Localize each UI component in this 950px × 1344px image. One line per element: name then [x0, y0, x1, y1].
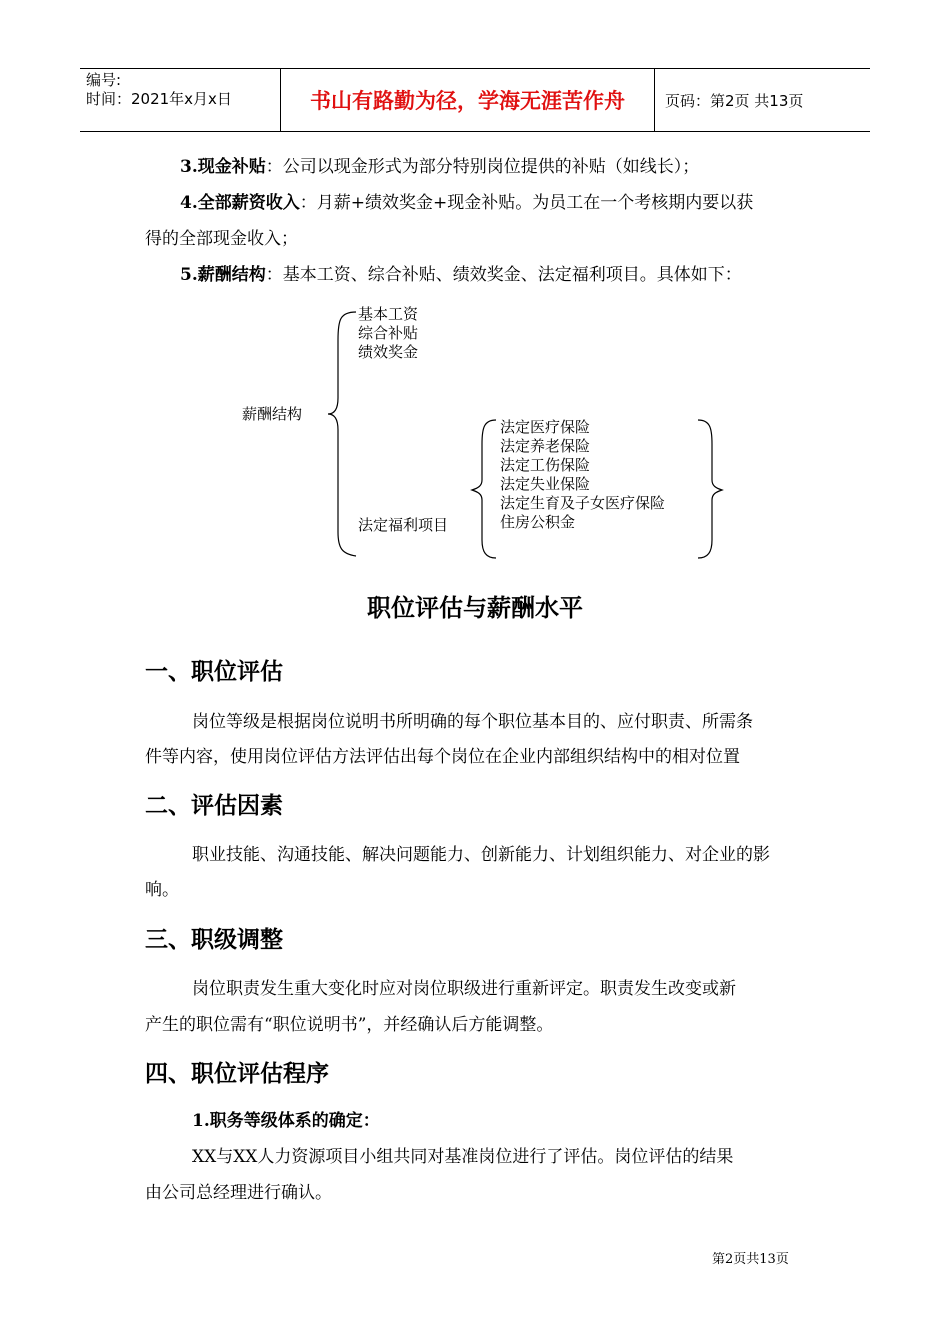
diagram-group2-label: 法定福利项目 [358, 516, 449, 534]
section-title: 职位评估与薪酬水平 [367, 594, 583, 622]
diagram-brackets [0, 0, 950, 600]
definition-term: 3.现金补贴 [180, 157, 266, 177]
header-motto: 书山有路勤为径，学海无涯苦作舟 [281, 69, 655, 131]
number-label: 编号: [86, 71, 122, 89]
outer-brace [328, 312, 356, 556]
paragraph-line: XX与XX人力资源项目小组共同对基准岗位进行了评估。岗位评估的结果 [192, 1147, 734, 1167]
diagram-group2-item: 法定失业保险 [500, 475, 591, 493]
section-heading: 一、职位评估 [145, 659, 283, 685]
definition-item-4-continued: 得的全部现金收入； [145, 229, 298, 249]
section-heading: 三、职级调整 [145, 927, 283, 953]
paragraph-line: 岗位职责发生重大变化时应对岗位职级进行重新评定。职责发生改变或新 [192, 979, 736, 999]
diagram-group2-item: 法定工伤保险 [500, 456, 591, 474]
subheading: 1.职务等级体系的确定： [192, 1111, 380, 1131]
definition-text: ：公司以现金形式为部分特别岗位提供的补贴（如线长）； [265, 157, 700, 177]
inner-brace-right [698, 420, 722, 558]
paragraph-line: 职业技能、沟通技能、解决问题能力、创新能力、计划组织能力、对企业的影 [192, 845, 770, 865]
time-label: 时间：2021年x月x日 [86, 90, 232, 108]
definition-text: ：月薪+绩效奖金+现金补贴。为员工在一个考核期内要以获 [299, 193, 754, 213]
section-heading: 二、评估因素 [145, 793, 283, 819]
definition-text: ：基本工资、综合补贴、绩效奖金、法定福利项目。具体如下： [265, 265, 742, 285]
header-page-info: 页码：第2页 共13页 [665, 91, 804, 110]
diagram-group2-item: 住房公积金 [500, 513, 576, 531]
paragraph-line: 由公司总经理进行确认。 [145, 1183, 332, 1203]
definition-term: 4.全部薪资收入 [180, 193, 300, 213]
section-heading: 四、职位评估程序 [145, 1061, 329, 1087]
inner-brace-left [472, 420, 496, 558]
paragraph-line: 产生的职位需有“职位说明书”，并经确认后方能调整。 [145, 1015, 554, 1035]
diagram-group1-item: 绩效奖金 [358, 343, 419, 361]
diagram-group2-item: 法定医疗保险 [500, 418, 591, 436]
diagram-group1-item: 基本工资 [358, 305, 419, 323]
diagram-root-label: 薪酬结构 [242, 405, 303, 423]
paragraph-line: 响。 [145, 880, 179, 900]
definition-term: 5.薪酬结构 [180, 265, 266, 285]
paragraph-line: 岗位等级是根据岗位说明书所明确的每个职位基本目的、应付职责、所需条 [192, 712, 753, 732]
paragraph-line: 件等内容，使用岗位评估方法评估出每个岗位在企业内部组织结构中的相对位置 [145, 747, 740, 767]
diagram-group2-item: 法定生育及子女医疗保险 [500, 494, 666, 512]
diagram-group1-item: 综合补贴 [358, 324, 419, 342]
page-footer: 第2页共13页 [712, 1252, 789, 1267]
diagram-group2-item: 法定养老保险 [500, 437, 591, 455]
